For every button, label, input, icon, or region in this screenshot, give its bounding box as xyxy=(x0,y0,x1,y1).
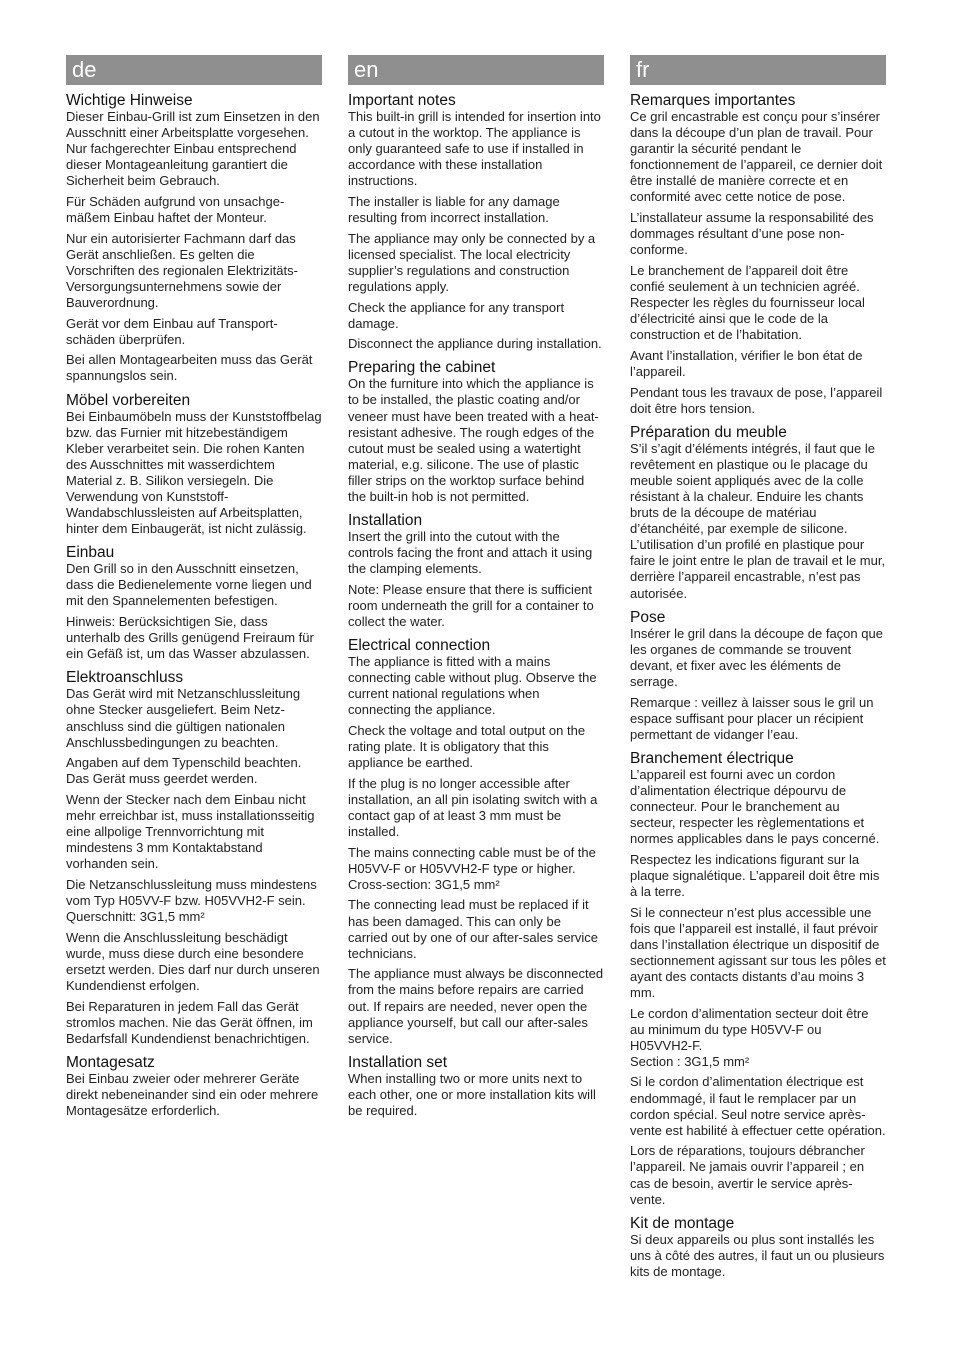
paragraph: Für Schäden aufgrund von unsachgemäßem Einbau haftet der Monteur. xyxy=(66,193,285,226)
section-title: Electrical connection xyxy=(348,637,491,655)
section-title: Installation set xyxy=(348,1053,448,1071)
section-title: Installation xyxy=(348,512,423,530)
paragraph: Bei Reparaturen in jedem Fall das Gerät stromlos machen. Nie das Gerät öffnen, im Bedarfsfall Kundendienst benachrichtigen. xyxy=(66,998,313,1046)
column-fr xyxy=(630,55,886,1285)
paragraph: Insert the grill into the cutout with the controls facing the front and attach it using the clamping elements. xyxy=(348,529,593,577)
section xyxy=(66,92,322,385)
paragraph: Bei allen Montagearbeiten muss das Gerät spannungslos sein. xyxy=(66,352,313,384)
section-title: Pose xyxy=(630,608,666,626)
language-header: de xyxy=(66,55,322,85)
section-title: Important notes xyxy=(348,92,456,109)
paragraph: If the plug is no longer accessible after installation, an all pin isolating switch with a contact gap of at least 3 mm must be installed. xyxy=(348,775,598,840)
section-title: Möbel vorbereiten xyxy=(66,391,191,409)
section xyxy=(66,669,322,1046)
section xyxy=(630,1215,886,1280)
section xyxy=(630,609,886,743)
paragraph: This built-in grill is intended for insertion into a cutout in the worktop. The appliance is only guaranteed safe to use if installed in accordance with these installation instructions. xyxy=(348,109,601,189)
paragraph: The appliance is fitted with a mains connecting cable without plug. Observe the current national regulations when connecting the appliance. xyxy=(348,654,597,718)
paragraph: L’installateur assume la responsabilité des dommages résultant d’une pose non-conforme. xyxy=(630,210,874,258)
paragraph: Check the appliance for any transport damage. xyxy=(348,299,565,331)
column-de xyxy=(66,55,322,1124)
paragraph: Das Gerät wird mit Netzanschlussleitung ohne Stecker ausgeliefert. Beim Netzanschluss sind die gültigen nationalen Anschlussbedingungen zu beachten. xyxy=(66,686,301,750)
language-header: fr xyxy=(630,55,886,85)
paragraph: On the furniture into which the appliance is to be installed, the plastic coating and/or veneer must have been treated with a heat-resistant adhesive. The rough edges of the cutout must be sealed using a watertight material, e.g. silicone. The use of plastic filler strips on the worktop surface behind the built-in hob is not permitted. xyxy=(348,376,599,504)
paragraph: Wenn die Anschlussleitung beschädigt wurde, muss diese durch eine besondere ersetzt werden. Dies darf nur durch unseren Kundendienst erfolgen. xyxy=(66,929,320,993)
paragraph: Si deux appareils ou plus sont installés les uns à côté des autres, il faut un ou plusieurs kits de montage. xyxy=(630,1231,885,1279)
paragraph: When installing two or more units next to each other, one or more installation kits will be required. xyxy=(348,1070,596,1118)
section xyxy=(66,1054,322,1119)
paragraph: Bei Einbaumöbeln muss der Kunststoffbelag bzw. das Furnier mit hitzebeständigem Kleber verarbeitet sein. Die rohen Kanten des Ausschnittes mit wasserdichtem Material z. B. Silikon versiegeln. Die Verwendung von Kunststoff-Wandabschlussleisten auf Arbeitsplatten, hinter dem Einbaugerät, ist nicht zulässig. xyxy=(66,408,322,537)
paragraph: Respectez les indications figurant sur la plaque signalétique. L’appareil doit être mis à la terre. xyxy=(630,851,880,899)
paragraph: Nur ein autorisierter Fachmann darf das Gerät anschließen. Es gelten die Vorschriften des regionalen Elektrizitäts-Versorgungsunternehmens sowie der Bauverordnung. xyxy=(66,230,298,311)
section xyxy=(348,1054,604,1119)
section xyxy=(348,512,604,630)
paragraph: Si le connecteur n’est plus accessible une fois que l’appareil est installé, il faut prévoir dans l’installation électrique un dispositif de sectionnement agissant sur tous les pôles et ayant des contacts distants d’au moins 3 mm. xyxy=(630,904,886,1000)
paragraph: Lors de réparations, toujours débrancher l’appareil. Ne jamais ouvrir l’appareil ; en cas de besoin, avertir le service après-vente. xyxy=(630,1143,865,1207)
section-title: Kit de montage xyxy=(630,1214,735,1232)
section xyxy=(348,637,604,1047)
paragraph: Die Netzanschlussleitung muss mindestens vom Typ H05VV-F bzw. H05VVH2-F sein. Querschnitt: 3G1,5 mm² xyxy=(66,876,317,925)
section-title: Montagesatz xyxy=(66,1053,155,1071)
paragraph: Angaben auf dem Typenschild beachten. Das Gerät muss geerdet werden. xyxy=(66,755,302,787)
section xyxy=(348,92,604,352)
paragraph: Ce gril encastrable est conçu pour s’insérer dans la découpe d’un plan de travail. Pour garantir la sécurité pendant le fonctionnement de l’appareil, ce dernier doit être installé de manière correcte et en conformité avec cette notice de pose. xyxy=(630,109,883,205)
section xyxy=(630,750,886,1208)
paragraph: Note: Please ensure that there is sufficient room underneath the grill for a container to collect the water. xyxy=(348,581,594,630)
paragraph: Le branchement de l’appareil doit être confié seulement à un technicien agréé. Respecter les règles du fournisseur local d’électricité ainsi que le code de la construction et de l’habitation. xyxy=(630,262,865,343)
paragraph: Remarque : veillez à laisser sous le gril un espace suffisant pour placer un récipient permettant de vidanger l’eau. xyxy=(630,694,874,742)
section xyxy=(348,359,604,505)
section-title: Remarques importantes xyxy=(630,92,796,109)
paragraph: Den Grill so in den Ausschnitt einsetzen, dass die Bedienelemente vorne liegen und mit den Spannelementen befestigen. xyxy=(66,561,312,609)
paragraph: The appliance may only be connected by a licensed specialist. The local electricity supplier’s regulations and construction regulations apply. xyxy=(348,230,596,294)
language-header: en xyxy=(348,55,604,85)
paragraph: The mains connecting cable must be of the H05VV-F or H05VVH2-F type or higher. Cross-section: 3G1,5 mm² xyxy=(348,844,596,892)
paragraph: Dieser Einbau-Grill ist zum Einsetzen in den Ausschnitt einer Arbeitsplatte vorgesehen. Nur fachgerechter Einbau entsprechend dieser Montageanleitung garantiert die Sicherheit beim Gebrauch. xyxy=(66,109,320,189)
section xyxy=(630,92,886,417)
paragraph: Bei Einbau zweier oder mehrerer Geräte direkt nebeneinander sind ein oder mehrere Montagesätze erforderlich. xyxy=(66,1070,319,1118)
column-en xyxy=(348,55,604,1124)
section-title: Elektroanschluss xyxy=(66,669,184,687)
paragraph: Check the voltage and total output on the rating plate. It is obligatory that this appliance be earthed. xyxy=(348,723,586,771)
paragraph: Pendant tous les travaux de pose, l’appareil doit être hors tension. xyxy=(630,384,883,416)
paragraph: Si le cordon d’alimentation électrique est endommagé, il faut le remplacer par un cordon spécial. Seul notre service après-vente est habilité à effectuer cette opération. xyxy=(630,1074,886,1138)
paragraph: L’appareil est fourni avec un cordon d’alimentation électrique dépourvu de connecteur. Pour le branchement au secteur, respecter les règlementations et normes applicables dans le pays concerné. xyxy=(630,766,880,847)
section xyxy=(66,392,322,538)
section-title: Wichtige Hinweise xyxy=(66,92,193,109)
section-title: Branchement électrique xyxy=(630,749,794,767)
paragraph: Le cordon d’alimentation secteur doit être au minimum du type H05VV-F ou H05VVH2-F. Section : 3G1,5 mm² xyxy=(630,1005,869,1069)
paragraph: Gerät vor dem Einbau auf Transportschäden überprüfen. xyxy=(66,315,278,347)
paragraph: Disconnect the appliance during installation. xyxy=(348,336,602,352)
paragraph: The appliance must always be disconnected from the mains before repairs are carried out. If repairs are needed, never open the appliance yourself, but call our after-sales service. xyxy=(348,966,604,1046)
section-title: Préparation du meuble xyxy=(630,423,787,441)
section xyxy=(66,544,322,662)
paragraph: Hinweis: Berücksichtigen Sie, dass unterhalb des Grills genügend Freiraum für ein Gefäß ist, um das Wasser abzulassen. xyxy=(66,614,314,662)
paragraph: Insérer le gril dans la découpe de façon que les organes de commande se trouvent devant, et fixer avec les éléments de serrage. xyxy=(630,625,883,689)
paragraph: S’il s’agit d’éléments intégrés, il faut que le revêtement en plastique ou le placage du meuble soient appliqués avec de la colle résistant à la chaleur. Enduire les chants bruts de la découpe de matériau d’étanchéité, par exemple de silicone. L’utilisation d’un profilé en plastique pour faire le joint entre le plan de travail et le mur, derrière l’appareil encastrable, n’est pas autorisée. xyxy=(630,440,886,601)
paragraph: The installer is liable for any damage resulting from incorrect installation. xyxy=(348,193,560,226)
paragraph: Wenn der Stecker nach dem Einbau nicht mehr erreichbar ist, muss installationsseitig eine allpolige Trennvorrichtung mit mindestens 3 mm Kontaktabstand vorhanden sein. xyxy=(66,791,315,872)
paragraph: Avant l’installation, vérifier le bon état de l’appareil. xyxy=(630,347,863,379)
section xyxy=(630,424,886,602)
section-title: Preparing the cabinet xyxy=(348,359,496,377)
paragraph: The connecting lead must be replaced if it has been damaged. This can only be carried out by one of our after-sales service technicians. xyxy=(348,897,599,961)
section-title: Einbau xyxy=(66,544,115,562)
